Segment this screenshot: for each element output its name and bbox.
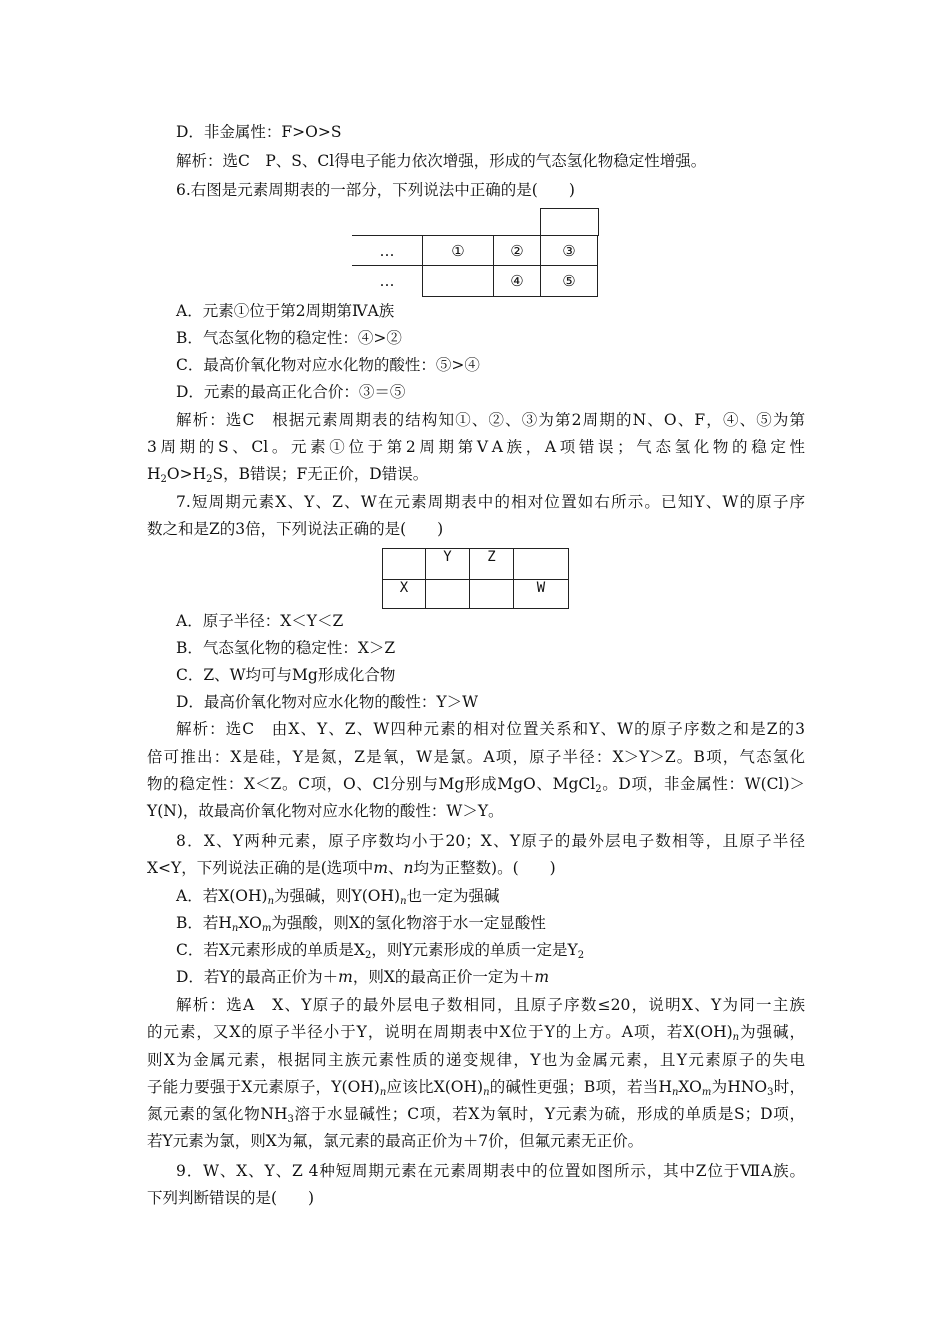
q8-stem-line: 8．X、Y两种元素，原子序数均小于20；X、Y原子的最外层电子数相等，且原子半径 [176,832,805,850]
q6-cell: ① [423,236,494,266]
q7-option-a: A．原子半径：X＜Y＜Z [176,612,344,630]
q8-analysis-line: 若Y元素为氯，则X为氟，氯元素的最高正价为＋7价，但氟元素无正价。 [147,1132,644,1150]
q6-cell: … [352,236,423,266]
q7-cell: Y [426,549,470,580]
q7-analysis-line: 倍可推出：X是硅，Y是氮，Z是氧，W是氯。A项，原子半径：X＞Y＞Z。B项，气态氢化 [147,748,805,766]
q6-option-d: D．元素的最高正化合价：③＝⑤ [176,383,406,401]
q6-cell: ④ [494,266,541,297]
q6-option-a: A．元素①位于第2周期第ⅣA族 [176,302,395,320]
q8-analysis-line: 则X为金属元素，根据同主族元素性质的递变规律，Y也为金属元素，且Y元素原子的失电 [147,1051,805,1069]
q6-analysis-line: 解析：选C 根据元素周期表的结构知①、②、③为第2周期的N、O、F，④、⑤为第 [176,411,805,429]
q8-stem-line: X<Y，下列说法正确的是(选项中m、n均为正整数)。( ) [147,859,556,877]
q7-cell: W [514,580,569,609]
q8-option-c: C．若X元素形成的单质是$X_2$，则Y元素形成的单质一定是$Y_2$ [176,941,585,961]
q7-option-d: D．最高价氧化物对应水化物的酸性：Y＞W [176,693,479,711]
q7-stem-line: 数之和是Z的3倍，下列说法正确的是( ) [147,520,444,538]
q7-stem-line: 7.短周期元素X、Y、Z、W在元素周期表中的相对位置如右所示。已知Y、W的原子序 [176,493,805,511]
q6-cell: ③ [541,236,598,266]
q7-analysis-line: 物的稳定性：X＜Z。C项，O、Cl分别与Mg形成MgO、MgCl$_2$。D项，非金属性：W(Cl)＞ [147,775,805,794]
q6-table-top-cell [540,208,599,236]
q6-cell: ⑤ [541,266,598,297]
q7-cell: X [383,580,426,609]
q7-cell [470,580,514,609]
q5-option-d: D．非金属性：F>O>S [176,123,342,141]
q8-analysis-line: 氮元素的氢化物$NH_3$溶于水显碱性；C项，若X为氧时，Y元素为硫，形成的单质是S；D项， [147,1105,805,1124]
q8-analysis-line: 解析：选A X、Y原子的最外层电子数相同，且原子序数≤20，说明X、Y为同一主族 [176,996,805,1014]
q8-analysis-line: 子能力要强于X元素原子，$Y(OH)_n$应该比$X(OH)_n$的碱性更强；B项，若当$H_nXO_m$为$HNO_3$时， [147,1078,805,1097]
q7-cell: Z [470,549,514,580]
q7-cell [514,549,569,580]
q9-stem-line: 下列判断错误的是( ) [147,1189,315,1207]
q8-analysis-line: 的元素，又X的原子半径小于Y，说明在周期表中X位于Y的上方。A项，若$X(OH)_n$为强碱， [147,1023,805,1042]
q7-option-c: C．Z、W均可与Mg形成化合物 [176,666,396,684]
q9-stem-line: 9．W、X、Y、Z 4种短周期元素在元素周期表中的位置如图所示，其中Z位于ⅦA族。 [176,1162,805,1180]
q6-table [352,235,598,297]
q7-option-b: B．气态氢化物的稳定性：X＞Z [176,639,396,657]
q7-table [382,548,569,609]
q6-option-c: C．最高价氧化物对应水化物的酸性：⑤>④ [176,356,480,374]
q5-analysis: 解析：选C P、S、Cl得电子能力依次增强，形成的气态氢化物稳定性增强。 [176,152,707,170]
q7-analysis-line: Y(N)，故最高价氧化物对应水化物的酸性：W＞Y。 [147,802,504,820]
q7-cell [426,580,470,609]
q6-cell [423,266,494,297]
q6-option-b: B．气态氢化物的稳定性：④>② [176,329,402,347]
q8-option-b: B．若$H_nXO_m$为强酸，则X的氢化物溶于水一定显酸性 [176,914,546,934]
q6-analysis-line: 3周期的S、Cl。元素①位于第2周期第ⅤA族，A项错误；气态氢化物的稳定性 [147,438,805,456]
q6-stem: 6.右图是元素周期表的一部分，下列说法中正确的是( ) [176,181,575,199]
q7-analysis-line: 解析：选C 由X、Y、Z、W四种元素的相对位置关系和Y、W的原子序数之和是Z的3 [176,720,805,738]
q6-analysis-line: $H_2O>H_2S$，B错误；F无正价，D错误。 [147,465,429,485]
q8-option-d: D．若Y的最高正价为＋m，则X的最高正价一定为＋m [176,968,550,986]
q6-cell: … [379,272,395,291]
q8-option-a: A．若$X(OH)_n$为强碱，则$Y(OH)_n$也一定为强碱 [176,887,500,907]
q6-cell: ② [494,236,541,266]
q7-cell [383,549,426,580]
